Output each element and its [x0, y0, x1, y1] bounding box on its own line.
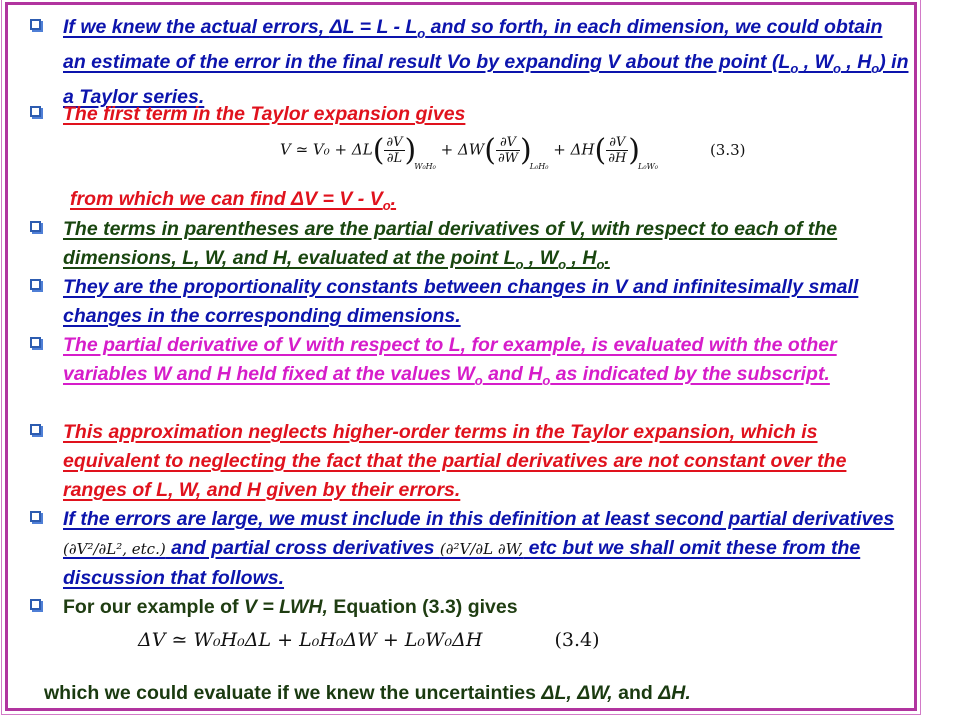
bullet-first-term: The first term in the Taylor expansion gives — [30, 100, 910, 129]
slide-frame — [5, 2, 917, 711]
bullet-proportionality: They are the proportionality constants between changes in V and infinitesimally small changes in the corresponding dimensions. — [30, 273, 910, 331]
bullet-partial-derivative: The partial derivative of V with respect to L, for example, is evaluated with the other variables W and H held fixed at the values $W_o$ and $H_o$ as indicated by the subscript. — [30, 331, 910, 395]
bullet-icon — [30, 279, 41, 290]
bullet-icon — [30, 337, 41, 348]
bullet-actual-errors: If we knew the actual errors, $\Delta L = L - L_o$ and so forth, in each dimension, we could obtain an estimate of the error in the final result Vo by expanding V about the point ($L_o$ , $W_o$ , $H_o$) in a Taylor series. — [30, 13, 910, 112]
bullet-icon — [30, 19, 41, 30]
bullet-large-errors: If the errors are large, we must include in this definition at least second partial derivatives (∂V²/∂L², etc.) and partial cross derivatives (∂²V/∂L ∂W, etc but we shall omit these from the discussion that follows. — [30, 505, 910, 593]
from-which-line: from which we can find $\Delta V = V - V_o$. — [70, 188, 397, 213]
equation-3-3: V ≃ V₀ + ΔL( $\frac{\partial V}{\partial L}$ )$_{W_0H_0} + \Delta W$( $\frac{\partial V}{\partial W}$ )$_{L_0H_0} + \Delta H$( $\frac{\partial V}{\partial H}$ )$_{L_0W_0}(3.3)$ — [280, 133, 746, 171]
bullet-icon — [30, 221, 41, 232]
bullet-terms-in-parentheses: The terms in parentheses are the partial derivatives of V, with respect to each of the dimensions, L, W, and H, evaluated at the point $L_o$ , $W_o$ , $H_o$. — [30, 215, 910, 279]
equation-3-4: ΔV ≃ W₀H₀ΔL + L₀H₀ΔW + L₀W₀ΔH (3.4) — [138, 629, 600, 651]
bullet-example-lwh: For our example of V = LWH, Equation (3.3) gives — [30, 593, 910, 622]
bullet-icon — [30, 106, 41, 117]
bullet-approximation: This approximation neglects higher-order terms in the Taylor expansion, which is equivalent to neglecting the fact that the partial derivatives are not constant over the ranges of L, W, and H given by their errors. — [30, 418, 910, 505]
bullet-icon — [30, 424, 41, 435]
bullet-icon — [30, 599, 41, 610]
closing-line: which we could evaluate if we knew the uncertainties ΔL, ΔW, and ΔH. — [44, 682, 691, 704]
bullet-icon — [30, 511, 41, 522]
